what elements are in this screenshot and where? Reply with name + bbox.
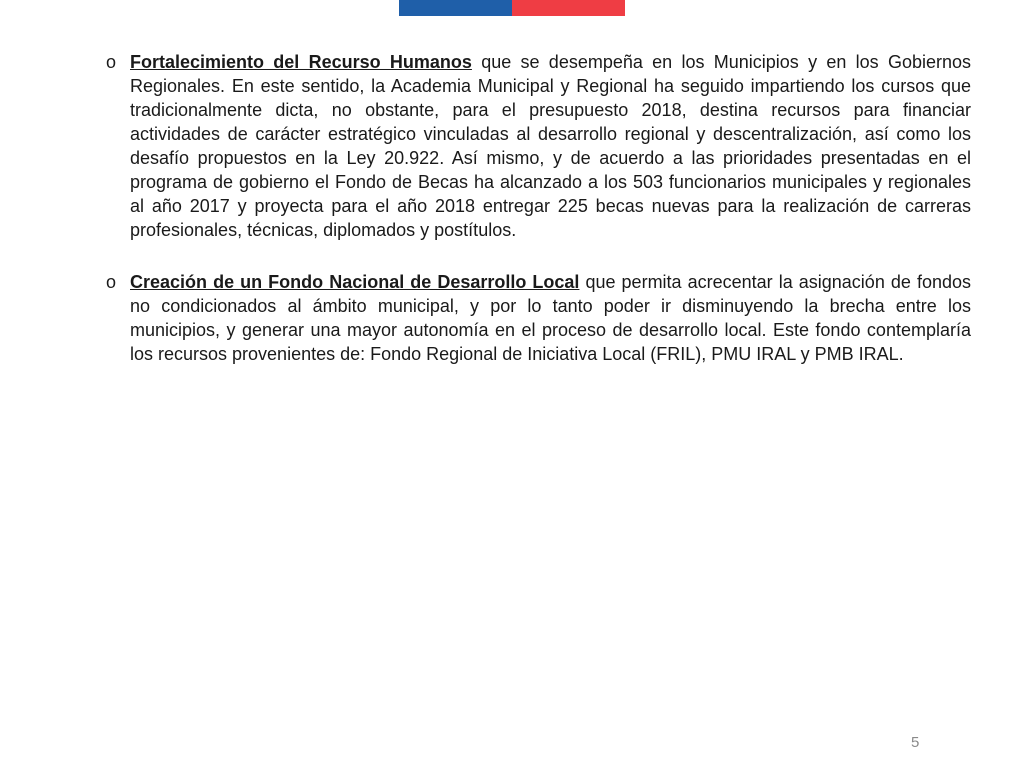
flag-red-segment [512,0,625,16]
bullet-heading: Fortalecimiento del Recurso Humanos [130,52,472,72]
bullet-paragraph [130,50,971,242]
bullet-body: que se desempeña en los Municipios y en los Gobiernos Regionales. En este sentido, la Academia Municipal y Regional ha seguido impartiendo los cursos que tradicionalmente dicta, no obstante, para el presupuesto 2018, destina recursos para financiar actividades de carácter estratégico vinculadas al desarrollo regional y descentralización, así como los desafío propuestos en la Ley 20.922. Así mismo, y de acuerdo a las prioridades presentadas en el programa de gobierno el Fondo de Becas ha alcanzado a los 503 funcionarios municipales y regionales al año 2017 y proyecta para el año 2018 entregar 225 becas nuevas para la realización de carreras profesionales, técnicas, diplomados y postítulos. [130,52,971,240]
flag-color-bar [399,0,625,16]
bullet-paragraph [130,270,971,366]
bullet-item-fondo-nacional [106,270,971,366]
bullet-heading: Creación de un Fondo Nacional de Desarrollo Local [130,272,580,292]
bullet-item-recursos-humanos [106,50,971,242]
page-number: 5 [911,734,920,751]
bullet-body: que permita acrecentar la asignación de fondos no condicionados al ámbito municipal, y por lo tanto poder ir disminuyendo la brecha entre los municipios, y generar una mayor autonomía en el proceso de desarrollo local. Este fondo contemplaría los recursos provenientes de: Fondo Regional de Iniciativa Local (FRIL), PMU IRAL y PMB IRAL. [130,272,971,364]
bullet-list [106,50,971,394]
flag-blue-segment [399,0,512,16]
bullet-marker: o [106,52,117,72]
bullet-marker: o [106,272,117,292]
